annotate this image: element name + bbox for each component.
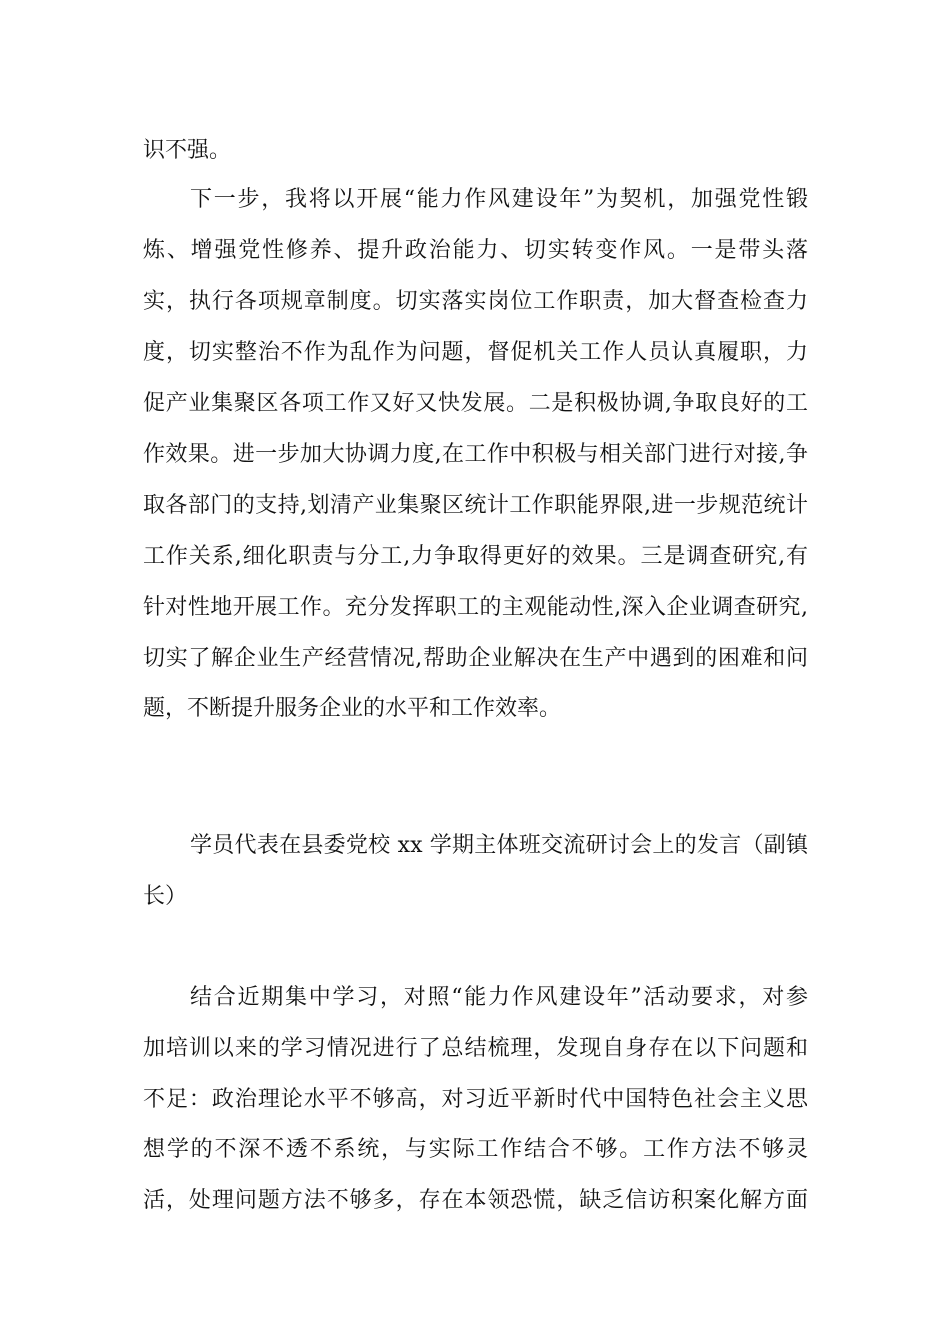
section-title-line-2: 长） xyxy=(143,884,188,909)
text-line-8: 取各部门的支持,划清产业集聚区统计工作职能界限,进一步规范统计 xyxy=(143,493,808,518)
text-line-10: 针对性地开展工作。充分发挥职工的主观能动性,深入企业调查研究, xyxy=(143,595,808,620)
text-line-13: 结合近期集中学习，对照“能力作风建设年”活动要求，对参 xyxy=(190,985,808,1010)
text-line-3: 炼、增强党性修养、提升政治能力、切实转变作风。一是带头落 xyxy=(143,238,808,263)
text-line-16: 想学的不深不透不系统，与实际工作结合不够。工作方法不够灵 xyxy=(143,1137,808,1162)
text-line-7: 作效果。进一步加大协调力度,在工作中积极与相关部门进行对接,争 xyxy=(143,442,808,467)
text-line-12: 题，不断提升服务企业的水平和工作效率。 xyxy=(143,696,562,721)
text-line-1: 识不强。 xyxy=(143,138,232,163)
section-title-line-1: 学员代表在县委党校 xx 学期主体班交流研讨会上的发言（副镇 xyxy=(190,833,808,858)
text-line-4: 实，执行各项规章制度。切实落实岗位工作职责，加大督查检查力 xyxy=(143,289,808,314)
text-line-17: 活，处理问题方法不够多，存在本领恐慌，缺乏信访积案化解方面 xyxy=(143,1188,808,1213)
text-line-6: 促产业集聚区各项工作又好又快发展。二是积极协调,争取良好的工 xyxy=(143,391,808,416)
text-line-11: 切实了解企业生产经营情况,帮助企业解决在生产中遇到的困难和问 xyxy=(143,646,808,671)
text-line-5: 度，切实整治不作为乱作为问题，督促机关工作人员认真履职，力 xyxy=(143,340,808,365)
text-line-2: 下一步，我将以开展“能力作风建设年”为契机，加强党性锻 xyxy=(190,187,808,212)
text-line-9: 工作关系,细化职责与分工,力争取得更好的效果。三是调查研究,有 xyxy=(143,544,808,569)
text-line-15: 不足：政治理论水平不够高，对习近平新时代中国特色社会主义思 xyxy=(143,1087,808,1112)
text-line-14: 加培训以来的学习情况进行了总结梳理，发现自身存在以下问题和 xyxy=(143,1036,808,1061)
